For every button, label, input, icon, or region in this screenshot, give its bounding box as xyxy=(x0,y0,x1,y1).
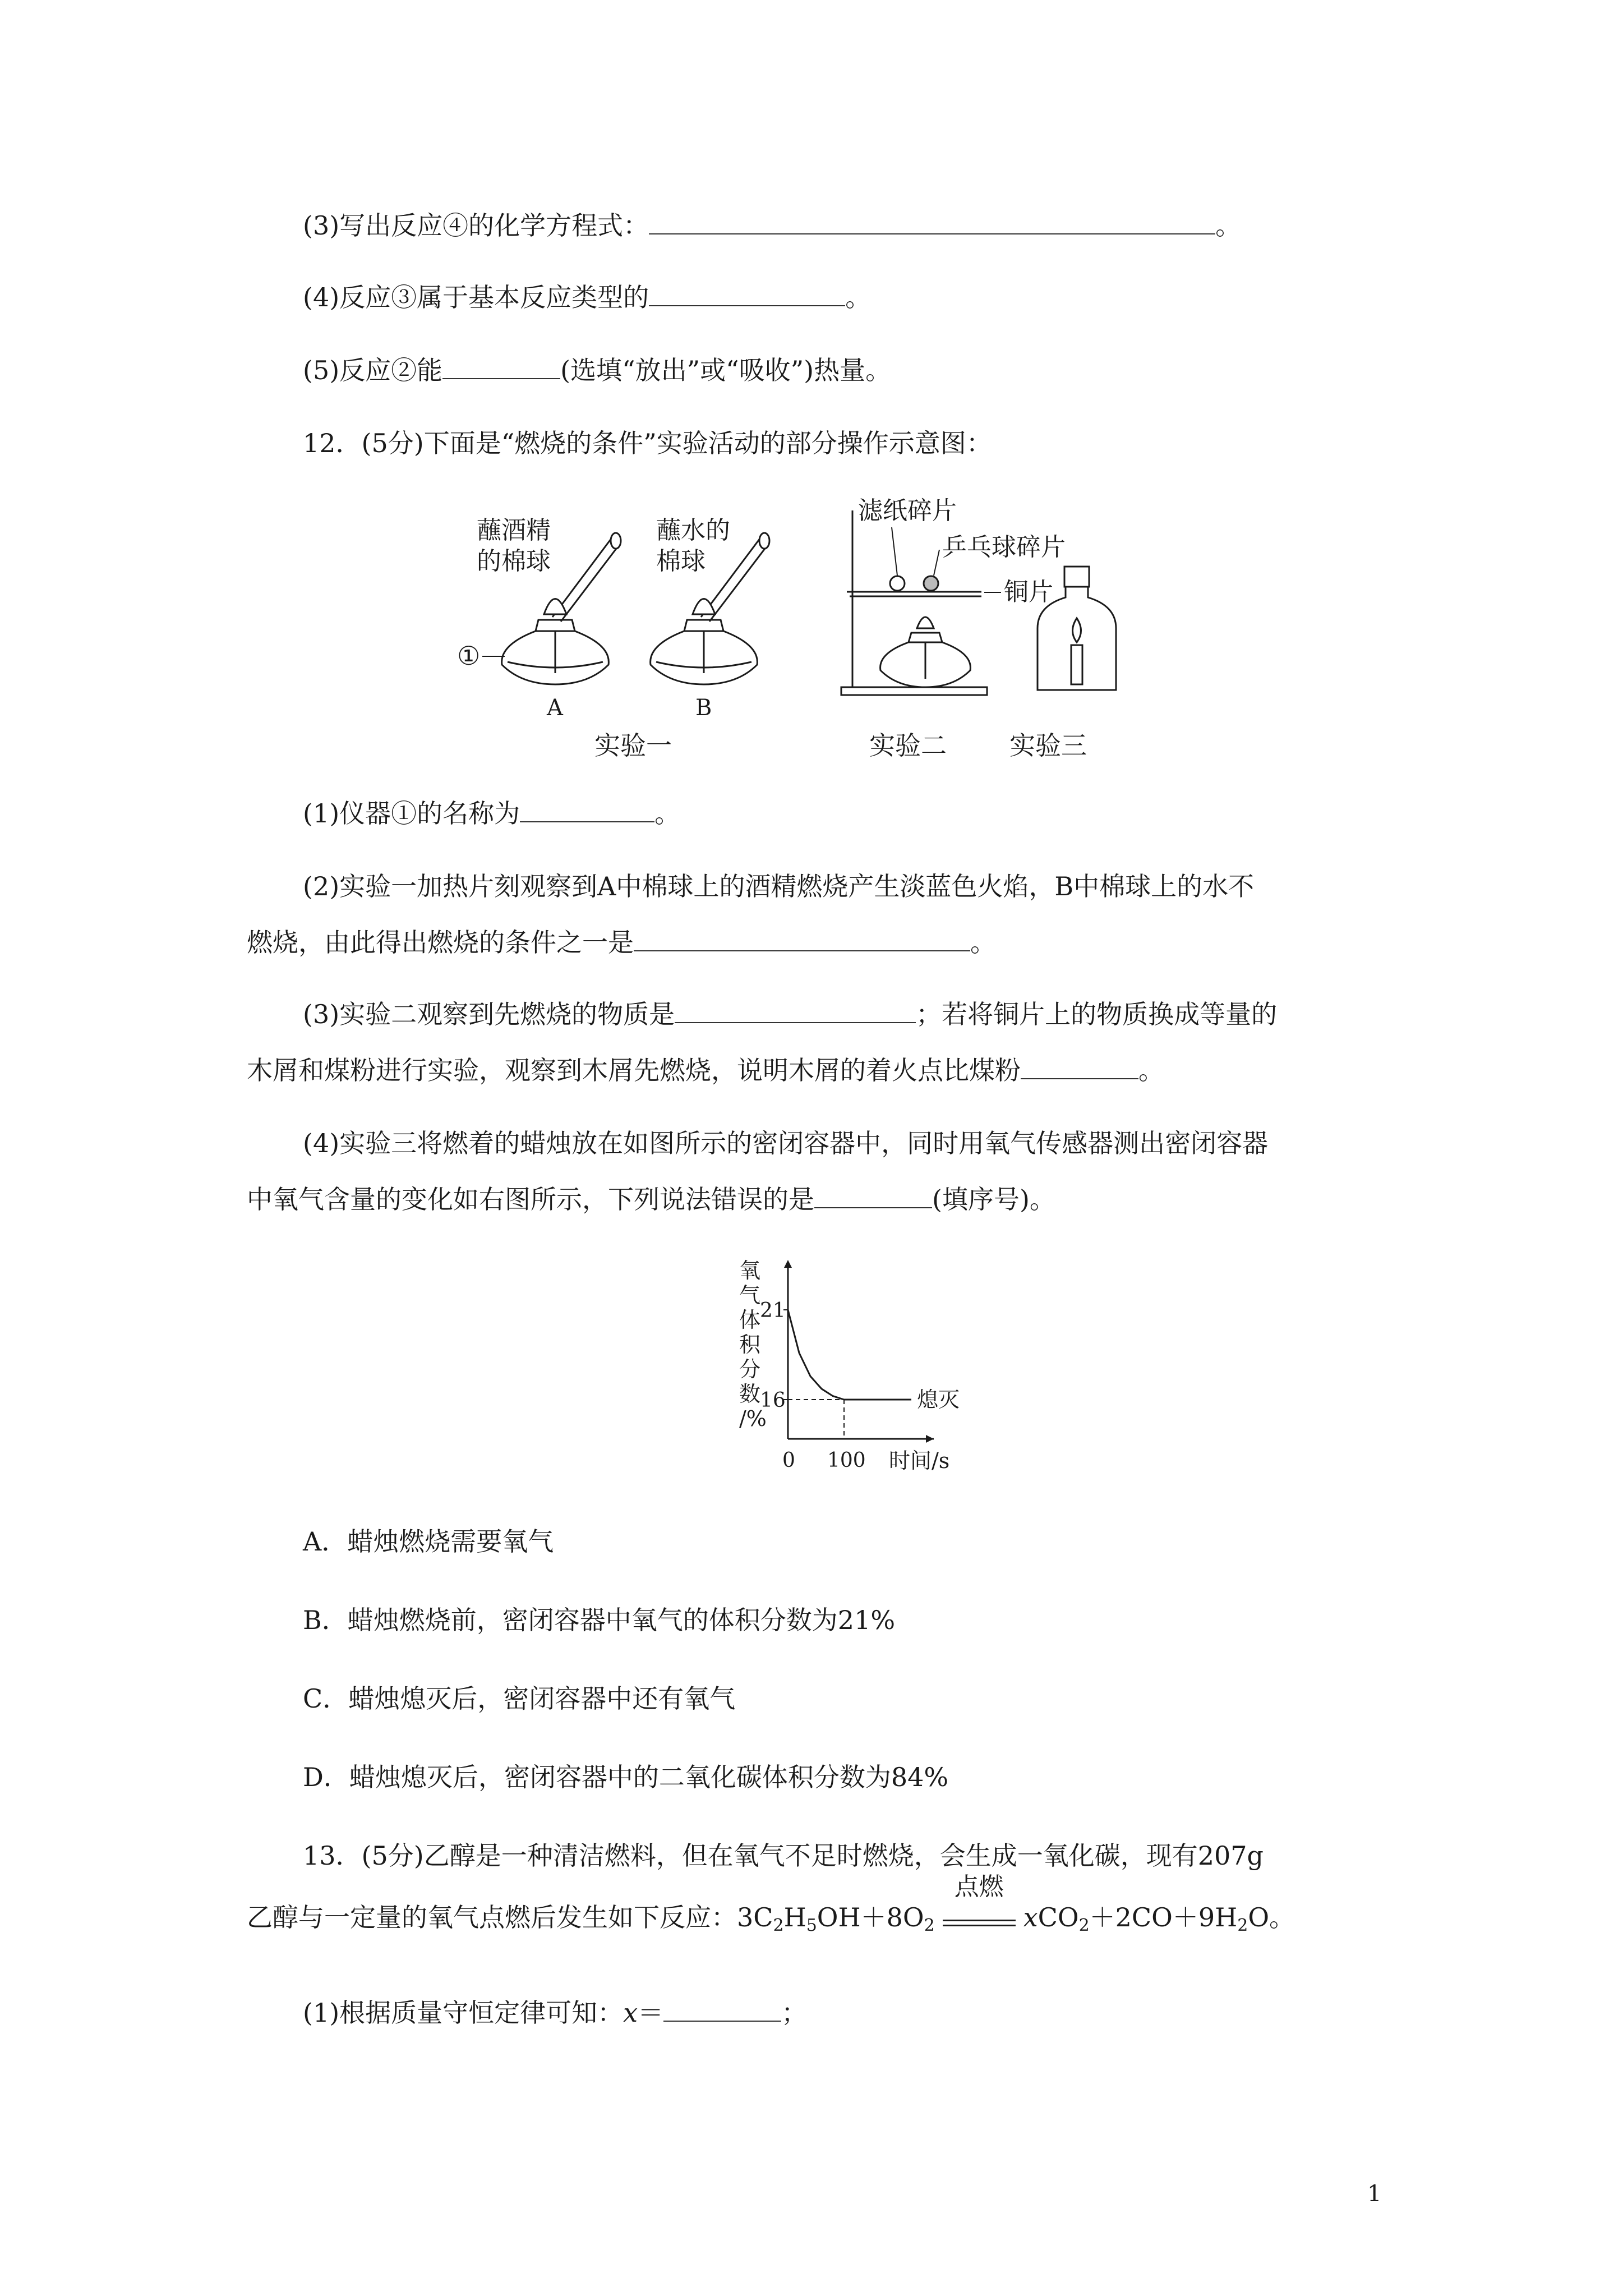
x-axis-label: 时间/s xyxy=(889,1448,950,1473)
y-axis-label-char: 氧 xyxy=(739,1258,761,1283)
option-D[interactable]: D．蜡烛熄灭后，密闭容器中的二氧化碳体积分数为84% xyxy=(303,1762,949,1792)
label-copper: 铜片 xyxy=(1004,578,1053,606)
label-water-cotton-2: 棉球 xyxy=(656,547,706,576)
option-B[interactable]: B．蜡烛燃烧前，密闭容器中氧气的体积分数为21% xyxy=(303,1605,896,1635)
label-water-cotton-1: 蘸水的 xyxy=(656,516,730,545)
y-axis-arrow xyxy=(784,1260,792,1268)
reaction-condition: 点燃 xyxy=(943,1905,1016,1926)
answer-blank[interactable] xyxy=(814,1182,932,1208)
label-filter-paper: 滤纸碎片 xyxy=(858,496,957,525)
equals-sign xyxy=(943,1920,1016,1926)
label-alcohol-cotton-2: 的棉球 xyxy=(477,547,551,576)
q13-equation-line: 乙醇与一定量的氧气点燃后发生如下反应：$3C_2H_5OH+8O_2$ 点燃 $xCO_2+2CO+9H_2O$。 xyxy=(247,1872,1295,1935)
answer-blank[interactable] xyxy=(649,209,1215,234)
answer-blank[interactable] xyxy=(520,797,654,822)
q12-part3-line1: (3)实验二观察到先燃烧的物质是 ；若将铜片上的物质换成等量的 xyxy=(303,997,1277,1031)
x-tick-label: 100 xyxy=(827,1449,866,1472)
label-A: A xyxy=(547,695,563,721)
label-pingpong: 乒乓球碎片 xyxy=(942,533,1066,562)
q12-stem: 12．(5分)下面是“燃烧的条件”实验活动的部分操作示意图： xyxy=(303,428,992,458)
answer-blank[interactable] xyxy=(675,997,916,1023)
q12-part1: (1)仪器①的名称为 。 xyxy=(303,797,680,830)
answer-blank[interactable] xyxy=(1021,1053,1138,1079)
answer-blank[interactable] xyxy=(442,353,560,379)
q11-part3: (3)写出反应④的化学方程式： 。 xyxy=(303,209,1241,242)
extinguish-annotation: 熄灭 xyxy=(917,1387,960,1412)
label-circle-one: ① xyxy=(457,641,481,671)
label-B: B xyxy=(695,695,712,721)
q12-part4-line1: (4)实验三将燃着的蜡烛放在如图所示的密闭容器中，同时用氧气传感器测出密闭容器 xyxy=(303,1128,1269,1158)
q12-part4-line2: 中氧气含量的变化如右图所示，下列说法错误的是 (填序号)。 xyxy=(247,1182,1055,1216)
q12-part2-line2: 燃烧，由此得出燃烧的条件之一是 。 xyxy=(247,926,996,959)
q13-line1: 13．(5分)乙醇是一种清洁燃料，但在氧气不足时燃烧，会生成一氧化碳，现有207g xyxy=(303,1841,1264,1871)
q11-part4: (4)反应③属于基本反应类型的 。 xyxy=(303,280,871,314)
experiment-figure xyxy=(449,494,1122,763)
caption-experiment-3: 实验三 xyxy=(1009,730,1087,761)
page-number: 1 xyxy=(1367,2181,1382,2207)
option-C[interactable]: C．蜡烛熄灭后，密闭容器中还有氧气 xyxy=(303,1683,736,1714)
y-axis-label-char: 体 xyxy=(739,1308,761,1332)
caption-experiment-2: 实验二 xyxy=(869,730,947,761)
option-A[interactable]: A．蜡烛燃烧需要氧气 xyxy=(303,1526,554,1557)
q13-part1: (1)根据质量守恒定律可知：x＝ ； xyxy=(303,1996,807,2030)
y-axis-label-char: 数 xyxy=(739,1382,761,1406)
y-axis-label-char: 积 xyxy=(739,1332,761,1357)
label-alcohol-cotton-1: 蘸酒精 xyxy=(477,516,551,545)
x-axis-arrow xyxy=(926,1435,934,1443)
answer-blank[interactable] xyxy=(649,280,845,306)
y-tick-label: 16 xyxy=(760,1389,786,1412)
answer-blank[interactable] xyxy=(663,1996,781,2022)
q11-part5: (5)反应②能 (选填“放出”或“吸收”)热量。 xyxy=(303,353,891,387)
q12-part2-line1: (2)实验一加热片刻观察到A中棉球上的酒精燃烧产生淡蓝色火焰，B中棉球上的水不 xyxy=(303,871,1255,901)
y-tick-label: 21 xyxy=(760,1299,786,1322)
y-axis-label-char: 气 xyxy=(739,1283,761,1308)
y-axis-label-char: /% xyxy=(739,1406,767,1431)
oxygen-series-line xyxy=(788,1310,911,1400)
answer-blank[interactable] xyxy=(634,926,970,951)
caption-experiment-1: 实验一 xyxy=(594,730,672,761)
y-axis-label-char: 分 xyxy=(739,1357,761,1382)
q12-part3-line2: 木屑和煤粉进行实验，观察到木屑先燃烧，说明木屑的着火点比煤粉 。 xyxy=(247,1053,1164,1087)
x-tick-label: 0 xyxy=(782,1449,795,1472)
oxygen-chart xyxy=(718,1245,976,1481)
